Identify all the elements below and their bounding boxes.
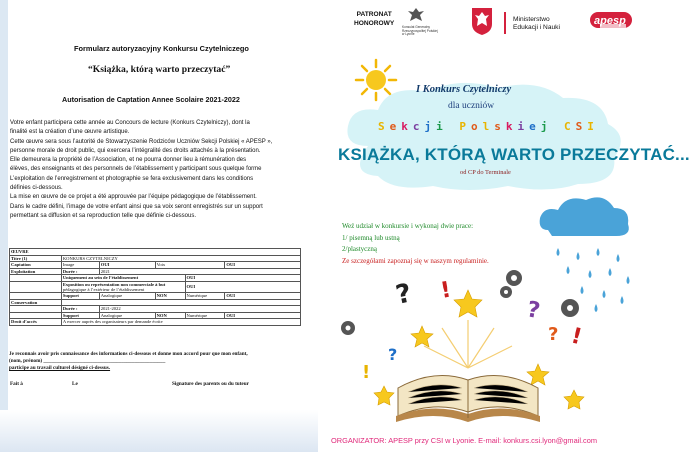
task-regulations: Ze szczegółami zapoznaj się w naszym regulaminie.: [342, 256, 489, 265]
contest-audience: dla uczniów: [448, 101, 495, 111]
polish-emblem-icon: [470, 6, 494, 36]
consent-line-1: Je reconnais avoir pris connaissance des informations ci-dessous et donne mon accord pour que mon enfant,: [9, 351, 248, 357]
organizer-footer: ORGANIZATOR: APESP przy CSI w Lyonie. E-mail: konkurs.csi.lyon@gmail.com: [331, 436, 597, 445]
svg-text:!: !: [362, 362, 371, 383]
row-label-captation: Captation: [10, 262, 62, 269]
consulate-line: Rzeczypospolitej Polskiej: [402, 28, 438, 33]
date-label: Le: [72, 381, 78, 387]
cell-analogique-non: NON: [155, 292, 185, 299]
honorowy-line: HONOROWY: [354, 20, 395, 27]
section-title-letter: S: [378, 120, 390, 133]
authorization-table: [9, 248, 301, 326]
form-quote-title: “Książka, którą warto przeczytać”: [88, 64, 231, 75]
consent-line-2: (nom, prénom) _______________________________________________: [9, 358, 166, 364]
cell-support: Support: [61, 292, 99, 299]
cell-exposition-oui: OUI: [185, 281, 300, 292]
cell-image: Image: [61, 262, 99, 269]
cell-uniquement-oui: OUI: [185, 275, 300, 282]
ministry-label: [513, 16, 560, 32]
form-subtitle: Autorisation de Captation Annee Scolaire 2021-2022: [62, 95, 240, 104]
cell-annee: 2021: [99, 268, 300, 275]
cell-numerique-2: Numérique: [185, 312, 225, 319]
bottom-tint: [0, 410, 318, 452]
left-edge-stripe: [0, 0, 8, 452]
form-body-text: [10, 119, 310, 221]
section-title-letter: s: [494, 120, 506, 133]
cell-periode: 2021-2022: [99, 306, 300, 313]
section-title-letter: [552, 120, 564, 133]
empty-cell: [10, 292, 62, 299]
body-line: L’exploitation de l’enregistrement et photographie se fera exclusivement dans les conditions: [10, 175, 254, 182]
cell-image-oui: OUI: [99, 262, 155, 269]
question-mark-icon: [388, 278, 558, 364]
row-label-droit-acces: Droit d’accès: [10, 319, 62, 326]
empty-cell: [10, 312, 62, 319]
task-1: 1/ pisemną lub ustną: [342, 233, 400, 242]
patronat-line: PATRONAT: [356, 11, 392, 18]
task-list: [342, 221, 489, 267]
section-title-letter: e: [389, 120, 402, 133]
body-line: élèves, des enseignants et des personnels de l’établissement y participant sous quelque forme: [10, 166, 262, 173]
fait-a-label: Fait à: [10, 381, 23, 387]
section-title-letter: j: [424, 120, 437, 133]
section-title-letter: P: [459, 120, 471, 133]
body-line: Votre enfant participera cette année au Concours de lecture (Konkurs Czytelniczy), dont la: [10, 120, 250, 126]
body-line: finalité est la création d’une œuvre artistique.: [10, 129, 130, 136]
section-title-letter: i: [436, 120, 448, 133]
svg-text:?: ?: [548, 324, 559, 345]
body-line: Elle demeurera la propriété de l’Association, et ne pourra donner lieu à rémunération des: [10, 157, 247, 164]
contest-title: I Konkurs Czytelniczy: [416, 84, 512, 95]
grade-range: od CP do Terminale: [460, 169, 511, 176]
cell-numerique: Numérique: [185, 292, 225, 299]
patronat-label: [354, 10, 394, 28]
contest-section: [378, 120, 599, 133]
section-title-letter: I: [587, 120, 599, 133]
empty-cell: [10, 275, 62, 282]
section-title-letter: c: [412, 120, 425, 133]
cell-exposition: [61, 281, 185, 292]
section-title-letter: i: [517, 120, 530, 133]
table-header-oeuvre: ŒUVRE: [10, 249, 301, 256]
empty-cell: [61, 299, 300, 306]
book-illustration: [338, 268, 598, 432]
contest-poster-page: [318, 0, 690, 452]
signature-label: Signature des parents ou du tuteur: [172, 381, 249, 387]
body-line: définies ci-dessous.: [10, 185, 63, 192]
main-title: KSIĄŻKA, KTÓRĄ WARTO PRZECZYTAĆ...: [338, 145, 690, 164]
exposition-line-2: pédagogique à l’extérieur de l’établissement: [62, 286, 145, 292]
consent-line-3: participe au travail culturel désigné ci-dessus.: [9, 365, 111, 371]
empty-cell: [10, 306, 62, 313]
section-title-letter: C: [564, 120, 576, 133]
ministry-line-1: Ministerstwo: [513, 16, 550, 23]
cell-numerique-oui: OUI: [225, 292, 301, 299]
cell-analogique-2: Analogique: [99, 312, 155, 319]
consulate-line: w Lyonie: [402, 32, 415, 37]
section-title-letter: k: [401, 120, 413, 133]
cell-support-2: Support: [61, 312, 99, 319]
open-book-icon: [396, 376, 540, 423]
task-2: 2/plastyczną: [342, 245, 377, 253]
cell-voix-oui: OUI: [225, 262, 301, 269]
authorization-form-page: [0, 0, 318, 452]
cell-duree: Durée :: [61, 268, 99, 275]
section-title-letter: e: [529, 120, 541, 133]
task-intro: Weź udział w konkursie i wykonaj dwie prace:: [342, 222, 474, 230]
consulate-label: [402, 26, 438, 37]
cell-voix: Voix: [155, 262, 225, 269]
body-line: Dans le cadre défini, l’image de votre enfant ainsi que sa voix seront enregistrés sur un support: [10, 203, 263, 210]
ministry-divider: [504, 12, 506, 34]
cell-analogique-non-2: NON: [155, 312, 185, 319]
apesp-logo: [586, 8, 636, 34]
row-label-exploitation: Exploitation: [10, 268, 62, 275]
row-label-conservation: Conservation: [10, 299, 62, 306]
section-title-letter: l: [482, 120, 495, 133]
svg-text:!: !: [568, 323, 585, 351]
section-title-letter: o: [471, 120, 483, 133]
svg-text:apesp: apesp: [594, 15, 626, 27]
svg-text:?: ?: [393, 278, 415, 311]
consulate-line: Konsulat Generalny: [402, 25, 430, 29]
section-title-letter: S: [575, 120, 588, 133]
row-label-titre: Titre (1): [10, 255, 62, 262]
cell-uniquement: Uniquement au sein de l’établissement: [61, 275, 185, 282]
exposition-line-1: Exposition ou représentation non commerciale à but: [62, 281, 166, 287]
cell-numerique-oui-2: OUI: [225, 312, 301, 319]
body-line: permettant sa diffusion et sa reproduction telle que définie ci-dessous.: [10, 212, 196, 219]
form-title: Formularz autoryzacyjny Konkursu Czytelniczego: [74, 44, 249, 53]
body-line: personne morale de droit public, qui exercera l’intégralité des droits attachés à la présentation.: [10, 147, 261, 154]
cell-droit-acces-value: A exercer auprès des organisateurs par demande écrite: [61, 319, 300, 326]
titre-value: KONKURS CZYTELNICZY: [61, 255, 300, 262]
empty-cell: [10, 281, 62, 292]
svg-text:?: ?: [524, 297, 542, 325]
svg-text:?: ?: [388, 345, 398, 364]
cell-analogique: Analogique: [99, 292, 155, 299]
section-title-letter: k: [505, 120, 518, 133]
body-line: La mise en œuvre de ce projet a été approuvée par l’équipe pédagogique de l’établissement.: [10, 194, 257, 201]
ministry-line-2: Edukacji i Nauki: [513, 24, 560, 31]
body-line: Cette œuvre sera sous l’autorité de Stowarzyszenie Rodziców Uczniów Sekcji Polskiej « APESP »,: [10, 138, 273, 145]
svg-text:!: !: [438, 277, 453, 304]
section-title-letter: j: [540, 120, 553, 133]
cell-duree-2: Durée :: [61, 306, 99, 313]
section-title-letter: [448, 120, 460, 133]
eagle-emblem-icon: [406, 6, 426, 24]
